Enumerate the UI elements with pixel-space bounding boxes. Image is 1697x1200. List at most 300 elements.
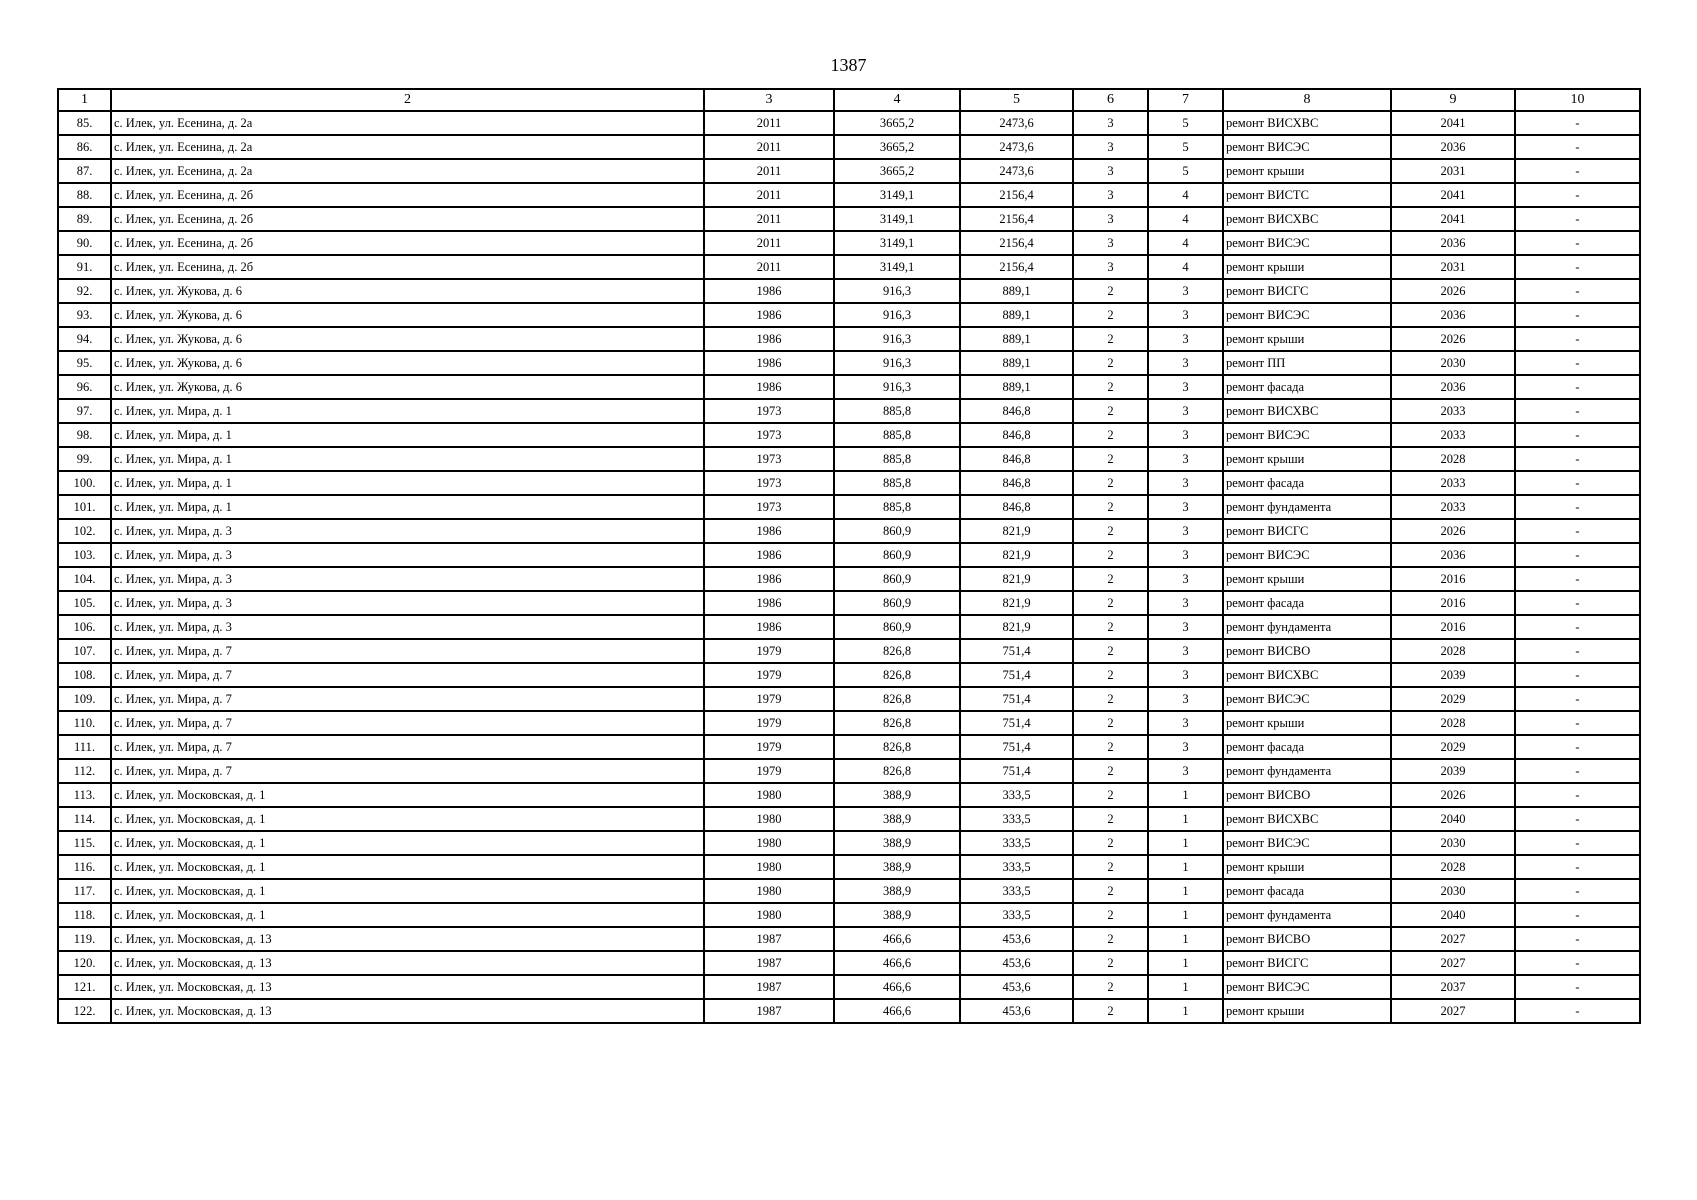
year-cell: 1979 bbox=[704, 663, 834, 687]
floors-cell: 2 bbox=[1073, 687, 1148, 711]
entrances-cell: 3 bbox=[1148, 399, 1223, 423]
entrances-cell: 3 bbox=[1148, 543, 1223, 567]
table-row bbox=[58, 567, 1640, 591]
row-number-cell: 95. bbox=[58, 351, 111, 375]
living-area-cell: 751,4 bbox=[960, 735, 1073, 759]
entrances-cell: 1 bbox=[1148, 783, 1223, 807]
total-area-cell: 3665,2 bbox=[834, 135, 960, 159]
total-area-cell: 885,8 bbox=[834, 471, 960, 495]
table-row bbox=[58, 639, 1640, 663]
year-cell: 1980 bbox=[704, 807, 834, 831]
note-cell: - bbox=[1515, 663, 1640, 687]
floors-cell: 2 bbox=[1073, 375, 1148, 399]
entrances-cell: 4 bbox=[1148, 183, 1223, 207]
year-cell: 1979 bbox=[704, 639, 834, 663]
table-row bbox=[58, 327, 1640, 351]
planned-year-cell: 2026 bbox=[1391, 783, 1515, 807]
column-header: 7 bbox=[1148, 89, 1223, 111]
floors-cell: 2 bbox=[1073, 903, 1148, 927]
year-cell: 1973 bbox=[704, 495, 834, 519]
planned-year-cell: 2027 bbox=[1391, 999, 1515, 1023]
floors-cell: 2 bbox=[1073, 279, 1148, 303]
table-row bbox=[58, 711, 1640, 735]
note-cell: - bbox=[1515, 855, 1640, 879]
address-cell: с. Илек, ул. Мира, д. 7 bbox=[111, 735, 704, 759]
table-row bbox=[58, 159, 1640, 183]
floors-cell: 3 bbox=[1073, 159, 1148, 183]
year-cell: 1979 bbox=[704, 711, 834, 735]
table-row bbox=[58, 663, 1640, 687]
entrances-cell: 1 bbox=[1148, 975, 1223, 999]
address-cell: с. Илек, ул. Мира, д. 1 bbox=[111, 495, 704, 519]
table-row bbox=[58, 855, 1640, 879]
address-cell: с. Илек, ул. Московская, д. 13 bbox=[111, 975, 704, 999]
living-area-cell: 2156,4 bbox=[960, 207, 1073, 231]
planned-year-cell: 2040 bbox=[1391, 903, 1515, 927]
entrances-cell: 5 bbox=[1148, 111, 1223, 135]
total-area-cell: 466,6 bbox=[834, 927, 960, 951]
planned-year-cell: 2029 bbox=[1391, 735, 1515, 759]
address-cell: с. Илек, ул. Есенина, д. 2б bbox=[111, 183, 704, 207]
note-cell: - bbox=[1515, 111, 1640, 135]
floors-cell: 2 bbox=[1073, 495, 1148, 519]
planned-year-cell: 2039 bbox=[1391, 759, 1515, 783]
entrances-cell: 3 bbox=[1148, 711, 1223, 735]
entrances-cell: 3 bbox=[1148, 519, 1223, 543]
floors-cell: 2 bbox=[1073, 447, 1148, 471]
floors-cell: 2 bbox=[1073, 327, 1148, 351]
note-cell: - bbox=[1515, 135, 1640, 159]
planned-year-cell: 2041 bbox=[1391, 207, 1515, 231]
floors-cell: 2 bbox=[1073, 951, 1148, 975]
year-cell: 2011 bbox=[704, 111, 834, 135]
note-cell: - bbox=[1515, 327, 1640, 351]
table-row bbox=[58, 519, 1640, 543]
note-cell: - bbox=[1515, 735, 1640, 759]
total-area-cell: 388,9 bbox=[834, 831, 960, 855]
column-header: 3 bbox=[704, 89, 834, 111]
year-cell: 1980 bbox=[704, 903, 834, 927]
work-type-cell: ремонт крыши bbox=[1223, 255, 1391, 279]
note-cell: - bbox=[1515, 687, 1640, 711]
floors-cell: 2 bbox=[1073, 711, 1148, 735]
living-area-cell: 821,9 bbox=[960, 615, 1073, 639]
row-number-cell: 100. bbox=[58, 471, 111, 495]
address-cell: с. Илек, ул. Мира, д. 1 bbox=[111, 423, 704, 447]
planned-year-cell: 2030 bbox=[1391, 831, 1515, 855]
row-number-cell: 122. bbox=[58, 999, 111, 1023]
planned-year-cell: 2033 bbox=[1391, 495, 1515, 519]
year-cell: 1979 bbox=[704, 735, 834, 759]
living-area-cell: 889,1 bbox=[960, 375, 1073, 399]
table-row bbox=[58, 111, 1640, 135]
floors-cell: 2 bbox=[1073, 735, 1148, 759]
work-type-cell: ремонт фасада bbox=[1223, 375, 1391, 399]
year-cell: 1987 bbox=[704, 975, 834, 999]
entrances-cell: 1 bbox=[1148, 855, 1223, 879]
total-area-cell: 860,9 bbox=[834, 567, 960, 591]
planned-year-cell: 2028 bbox=[1391, 639, 1515, 663]
row-number-cell: 107. bbox=[58, 639, 111, 663]
header-row bbox=[58, 89, 1640, 111]
repair-registry-table bbox=[57, 88, 1641, 1024]
living-area-cell: 751,4 bbox=[960, 663, 1073, 687]
row-number-cell: 103. bbox=[58, 543, 111, 567]
address-cell: с. Илек, ул. Мира, д. 7 bbox=[111, 687, 704, 711]
address-cell: с. Илек, ул. Мира, д. 1 bbox=[111, 447, 704, 471]
work-type-cell: ремонт ВИСГС bbox=[1223, 951, 1391, 975]
floors-cell: 3 bbox=[1073, 111, 1148, 135]
entrances-cell: 1 bbox=[1148, 903, 1223, 927]
year-cell: 2011 bbox=[704, 207, 834, 231]
total-area-cell: 885,8 bbox=[834, 495, 960, 519]
row-number-cell: 121. bbox=[58, 975, 111, 999]
work-type-cell: ремонт ВИСВО bbox=[1223, 927, 1391, 951]
entrances-cell: 3 bbox=[1148, 471, 1223, 495]
work-type-cell: ремонт ВИСВО bbox=[1223, 783, 1391, 807]
work-type-cell: ремонт ПП bbox=[1223, 351, 1391, 375]
row-number-cell: 97. bbox=[58, 399, 111, 423]
planned-year-cell: 2041 bbox=[1391, 111, 1515, 135]
note-cell: - bbox=[1515, 903, 1640, 927]
floors-cell: 2 bbox=[1073, 591, 1148, 615]
living-area-cell: 453,6 bbox=[960, 927, 1073, 951]
column-header: 2 bbox=[111, 89, 704, 111]
row-number-cell: 105. bbox=[58, 591, 111, 615]
row-number-cell: 85. bbox=[58, 111, 111, 135]
year-cell: 1973 bbox=[704, 399, 834, 423]
entrances-cell: 1 bbox=[1148, 879, 1223, 903]
work-type-cell: ремонт ВИСТС bbox=[1223, 183, 1391, 207]
year-cell: 2011 bbox=[704, 255, 834, 279]
total-area-cell: 3149,1 bbox=[834, 183, 960, 207]
planned-year-cell: 2027 bbox=[1391, 951, 1515, 975]
year-cell: 2011 bbox=[704, 183, 834, 207]
year-cell: 1986 bbox=[704, 567, 834, 591]
planned-year-cell: 2033 bbox=[1391, 399, 1515, 423]
column-header: 9 bbox=[1391, 89, 1515, 111]
table-row bbox=[58, 495, 1640, 519]
work-type-cell: ремонт крыши bbox=[1223, 447, 1391, 471]
table-row bbox=[58, 951, 1640, 975]
row-number-cell: 90. bbox=[58, 231, 111, 255]
table-row bbox=[58, 615, 1640, 639]
note-cell: - bbox=[1515, 375, 1640, 399]
address-cell: с. Илек, ул. Есенина, д. 2а bbox=[111, 111, 704, 135]
year-cell: 1973 bbox=[704, 471, 834, 495]
entrances-cell: 1 bbox=[1148, 807, 1223, 831]
work-type-cell: ремонт фундамента bbox=[1223, 495, 1391, 519]
floors-cell: 2 bbox=[1073, 399, 1148, 423]
work-type-cell: ремонт фундамента bbox=[1223, 759, 1391, 783]
row-number-cell: 115. bbox=[58, 831, 111, 855]
total-area-cell: 826,8 bbox=[834, 687, 960, 711]
row-number-cell: 98. bbox=[58, 423, 111, 447]
floors-cell: 3 bbox=[1073, 207, 1148, 231]
address-cell: с. Илек, ул. Жукова, д. 6 bbox=[111, 351, 704, 375]
row-number-cell: 104. bbox=[58, 567, 111, 591]
year-cell: 1979 bbox=[704, 687, 834, 711]
year-cell: 1986 bbox=[704, 375, 834, 399]
table-row bbox=[58, 903, 1640, 927]
address-cell: с. Илек, ул. Есенина, д. 2б bbox=[111, 231, 704, 255]
table-row bbox=[58, 831, 1640, 855]
planned-year-cell: 2033 bbox=[1391, 471, 1515, 495]
living-area-cell: 889,1 bbox=[960, 279, 1073, 303]
note-cell: - bbox=[1515, 471, 1640, 495]
total-area-cell: 826,8 bbox=[834, 663, 960, 687]
address-cell: с. Илек, ул. Мира, д. 3 bbox=[111, 519, 704, 543]
planned-year-cell: 2036 bbox=[1391, 303, 1515, 327]
address-cell: с. Илек, ул. Мира, д. 3 bbox=[111, 543, 704, 567]
planned-year-cell: 2039 bbox=[1391, 663, 1515, 687]
table-row bbox=[58, 807, 1640, 831]
work-type-cell: ремонт ВИСВО bbox=[1223, 639, 1391, 663]
row-number-cell: 99. bbox=[58, 447, 111, 471]
note-cell: - bbox=[1515, 255, 1640, 279]
note-cell: - bbox=[1515, 519, 1640, 543]
total-area-cell: 885,8 bbox=[834, 399, 960, 423]
address-cell: с. Илек, ул. Московская, д. 13 bbox=[111, 951, 704, 975]
floors-cell: 2 bbox=[1073, 567, 1148, 591]
row-number-cell: 96. bbox=[58, 375, 111, 399]
table-row bbox=[58, 207, 1640, 231]
planned-year-cell: 2029 bbox=[1391, 687, 1515, 711]
floors-cell: 2 bbox=[1073, 975, 1148, 999]
entrances-cell: 3 bbox=[1148, 327, 1223, 351]
total-area-cell: 388,9 bbox=[834, 903, 960, 927]
entrances-cell: 5 bbox=[1148, 159, 1223, 183]
entrances-cell: 3 bbox=[1148, 303, 1223, 327]
living-area-cell: 889,1 bbox=[960, 327, 1073, 351]
floors-cell: 2 bbox=[1073, 471, 1148, 495]
row-number-cell: 116. bbox=[58, 855, 111, 879]
living-area-cell: 2156,4 bbox=[960, 255, 1073, 279]
living-area-cell: 2473,6 bbox=[960, 159, 1073, 183]
living-area-cell: 333,5 bbox=[960, 879, 1073, 903]
total-area-cell: 388,9 bbox=[834, 855, 960, 879]
address-cell: с. Илек, ул. Жукова, д. 6 bbox=[111, 327, 704, 351]
planned-year-cell: 2026 bbox=[1391, 327, 1515, 351]
table-body bbox=[58, 111, 1640, 1023]
total-area-cell: 885,8 bbox=[834, 447, 960, 471]
year-cell: 1980 bbox=[704, 783, 834, 807]
note-cell: - bbox=[1515, 543, 1640, 567]
living-area-cell: 453,6 bbox=[960, 999, 1073, 1023]
address-cell: с. Илек, ул. Московская, д. 13 bbox=[111, 927, 704, 951]
living-area-cell: 821,9 bbox=[960, 543, 1073, 567]
floors-cell: 2 bbox=[1073, 519, 1148, 543]
entrances-cell: 3 bbox=[1148, 759, 1223, 783]
work-type-cell: ремонт ВИСГС bbox=[1223, 279, 1391, 303]
entrances-cell: 3 bbox=[1148, 567, 1223, 591]
column-header: 5 bbox=[960, 89, 1073, 111]
table-row bbox=[58, 351, 1640, 375]
total-area-cell: 860,9 bbox=[834, 615, 960, 639]
year-cell: 1986 bbox=[704, 543, 834, 567]
note-cell: - bbox=[1515, 399, 1640, 423]
table-row bbox=[58, 255, 1640, 279]
table-row bbox=[58, 183, 1640, 207]
total-area-cell: 826,8 bbox=[834, 735, 960, 759]
address-cell: с. Илек, ул. Московская, д. 1 bbox=[111, 783, 704, 807]
planned-year-cell: 2016 bbox=[1391, 591, 1515, 615]
total-area-cell: 388,9 bbox=[834, 783, 960, 807]
row-number-cell: 86. bbox=[58, 135, 111, 159]
note-cell: - bbox=[1515, 831, 1640, 855]
floors-cell: 2 bbox=[1073, 351, 1148, 375]
note-cell: - bbox=[1515, 303, 1640, 327]
note-cell: - bbox=[1515, 207, 1640, 231]
work-type-cell: ремонт ВИСХВС bbox=[1223, 111, 1391, 135]
work-type-cell: ремонт ВИСЭС bbox=[1223, 543, 1391, 567]
year-cell: 1986 bbox=[704, 303, 834, 327]
work-type-cell: ремонт ВИСЭС bbox=[1223, 135, 1391, 159]
living-area-cell: 2156,4 bbox=[960, 183, 1073, 207]
row-number-cell: 108. bbox=[58, 663, 111, 687]
table-row bbox=[58, 543, 1640, 567]
planned-year-cell: 2031 bbox=[1391, 159, 1515, 183]
floors-cell: 3 bbox=[1073, 231, 1148, 255]
address-cell: с. Илек, ул. Мира, д. 1 bbox=[111, 399, 704, 423]
work-type-cell: ремонт ВИСЭС bbox=[1223, 975, 1391, 999]
address-cell: с. Илек, ул. Мира, д. 3 bbox=[111, 567, 704, 591]
row-number-cell: 109. bbox=[58, 687, 111, 711]
note-cell: - bbox=[1515, 927, 1640, 951]
work-type-cell: ремонт ВИСЭС bbox=[1223, 303, 1391, 327]
note-cell: - bbox=[1515, 495, 1640, 519]
entrances-cell: 4 bbox=[1148, 207, 1223, 231]
note-cell: - bbox=[1515, 231, 1640, 255]
total-area-cell: 826,8 bbox=[834, 711, 960, 735]
note-cell: - bbox=[1515, 951, 1640, 975]
planned-year-cell: 2041 bbox=[1391, 183, 1515, 207]
address-cell: с. Илек, ул. Московская, д. 1 bbox=[111, 831, 704, 855]
living-area-cell: 2473,6 bbox=[960, 111, 1073, 135]
floors-cell: 2 bbox=[1073, 759, 1148, 783]
year-cell: 1987 bbox=[704, 927, 834, 951]
address-cell: с. Илек, ул. Жукова, д. 6 bbox=[111, 279, 704, 303]
living-area-cell: 846,8 bbox=[960, 447, 1073, 471]
note-cell: - bbox=[1515, 591, 1640, 615]
address-cell: с. Илек, ул. Московская, д. 1 bbox=[111, 903, 704, 927]
row-number-cell: 92. bbox=[58, 279, 111, 303]
year-cell: 1986 bbox=[704, 327, 834, 351]
note-cell: - bbox=[1515, 711, 1640, 735]
table-row bbox=[58, 975, 1640, 999]
work-type-cell: ремонт фасада bbox=[1223, 735, 1391, 759]
row-number-cell: 117. bbox=[58, 879, 111, 903]
note-cell: - bbox=[1515, 159, 1640, 183]
address-cell: с. Илек, ул. Есенина, д. 2б bbox=[111, 207, 704, 231]
total-area-cell: 3149,1 bbox=[834, 255, 960, 279]
table-row bbox=[58, 447, 1640, 471]
total-area-cell: 860,9 bbox=[834, 591, 960, 615]
address-cell: с. Илек, ул. Мира, д. 1 bbox=[111, 471, 704, 495]
floors-cell: 2 bbox=[1073, 855, 1148, 879]
note-cell: - bbox=[1515, 351, 1640, 375]
total-area-cell: 860,9 bbox=[834, 519, 960, 543]
year-cell: 1986 bbox=[704, 519, 834, 543]
year-cell: 1980 bbox=[704, 855, 834, 879]
total-area-cell: 388,9 bbox=[834, 879, 960, 903]
living-area-cell: 751,4 bbox=[960, 687, 1073, 711]
note-cell: - bbox=[1515, 759, 1640, 783]
living-area-cell: 2156,4 bbox=[960, 231, 1073, 255]
floors-cell: 2 bbox=[1073, 615, 1148, 639]
planned-year-cell: 2036 bbox=[1391, 375, 1515, 399]
row-number-cell: 94. bbox=[58, 327, 111, 351]
year-cell: 1986 bbox=[704, 615, 834, 639]
work-type-cell: ремонт крыши bbox=[1223, 159, 1391, 183]
floors-cell: 2 bbox=[1073, 303, 1148, 327]
column-header: 8 bbox=[1223, 89, 1391, 111]
living-area-cell: 821,9 bbox=[960, 519, 1073, 543]
living-area-cell: 333,5 bbox=[960, 807, 1073, 831]
table-row bbox=[58, 399, 1640, 423]
planned-year-cell: 2036 bbox=[1391, 543, 1515, 567]
living-area-cell: 846,8 bbox=[960, 471, 1073, 495]
work-type-cell: ремонт фундамента bbox=[1223, 615, 1391, 639]
planned-year-cell: 2016 bbox=[1391, 615, 1515, 639]
row-number-cell: 118. bbox=[58, 903, 111, 927]
total-area-cell: 860,9 bbox=[834, 543, 960, 567]
row-number-cell: 114. bbox=[58, 807, 111, 831]
planned-year-cell: 2030 bbox=[1391, 351, 1515, 375]
total-area-cell: 916,3 bbox=[834, 351, 960, 375]
entrances-cell: 1 bbox=[1148, 999, 1223, 1023]
note-cell: - bbox=[1515, 879, 1640, 903]
work-type-cell: ремонт ВИСХВС bbox=[1223, 399, 1391, 423]
entrances-cell: 4 bbox=[1148, 255, 1223, 279]
note-cell: - bbox=[1515, 807, 1640, 831]
living-area-cell: 333,5 bbox=[960, 855, 1073, 879]
entrances-cell: 3 bbox=[1148, 591, 1223, 615]
planned-year-cell: 2036 bbox=[1391, 135, 1515, 159]
note-cell: - bbox=[1515, 183, 1640, 207]
row-number-cell: 110. bbox=[58, 711, 111, 735]
planned-year-cell: 2030 bbox=[1391, 879, 1515, 903]
address-cell: с. Илек, ул. Мира, д. 3 bbox=[111, 591, 704, 615]
table-row bbox=[58, 591, 1640, 615]
floors-cell: 3 bbox=[1073, 255, 1148, 279]
work-type-cell: ремонт ВИСЭС bbox=[1223, 687, 1391, 711]
entrances-cell: 3 bbox=[1148, 423, 1223, 447]
column-header: 1 bbox=[58, 89, 111, 111]
row-number-cell: 119. bbox=[58, 927, 111, 951]
total-area-cell: 916,3 bbox=[834, 303, 960, 327]
note-cell: - bbox=[1515, 615, 1640, 639]
year-cell: 2011 bbox=[704, 159, 834, 183]
table-row bbox=[58, 999, 1640, 1023]
year-cell: 1986 bbox=[704, 351, 834, 375]
table-row bbox=[58, 735, 1640, 759]
living-area-cell: 821,9 bbox=[960, 567, 1073, 591]
entrances-cell: 3 bbox=[1148, 687, 1223, 711]
planned-year-cell: 2028 bbox=[1391, 447, 1515, 471]
row-number-cell: 101. bbox=[58, 495, 111, 519]
table-row bbox=[58, 279, 1640, 303]
row-number-cell: 111. bbox=[58, 735, 111, 759]
work-type-cell: ремонт фасада bbox=[1223, 591, 1391, 615]
living-area-cell: 751,4 bbox=[960, 711, 1073, 735]
entrances-cell: 3 bbox=[1148, 639, 1223, 663]
total-area-cell: 466,6 bbox=[834, 999, 960, 1023]
total-area-cell: 466,6 bbox=[834, 951, 960, 975]
note-cell: - bbox=[1515, 783, 1640, 807]
work-type-cell: ремонт ВИСХВС bbox=[1223, 207, 1391, 231]
floors-cell: 2 bbox=[1073, 663, 1148, 687]
